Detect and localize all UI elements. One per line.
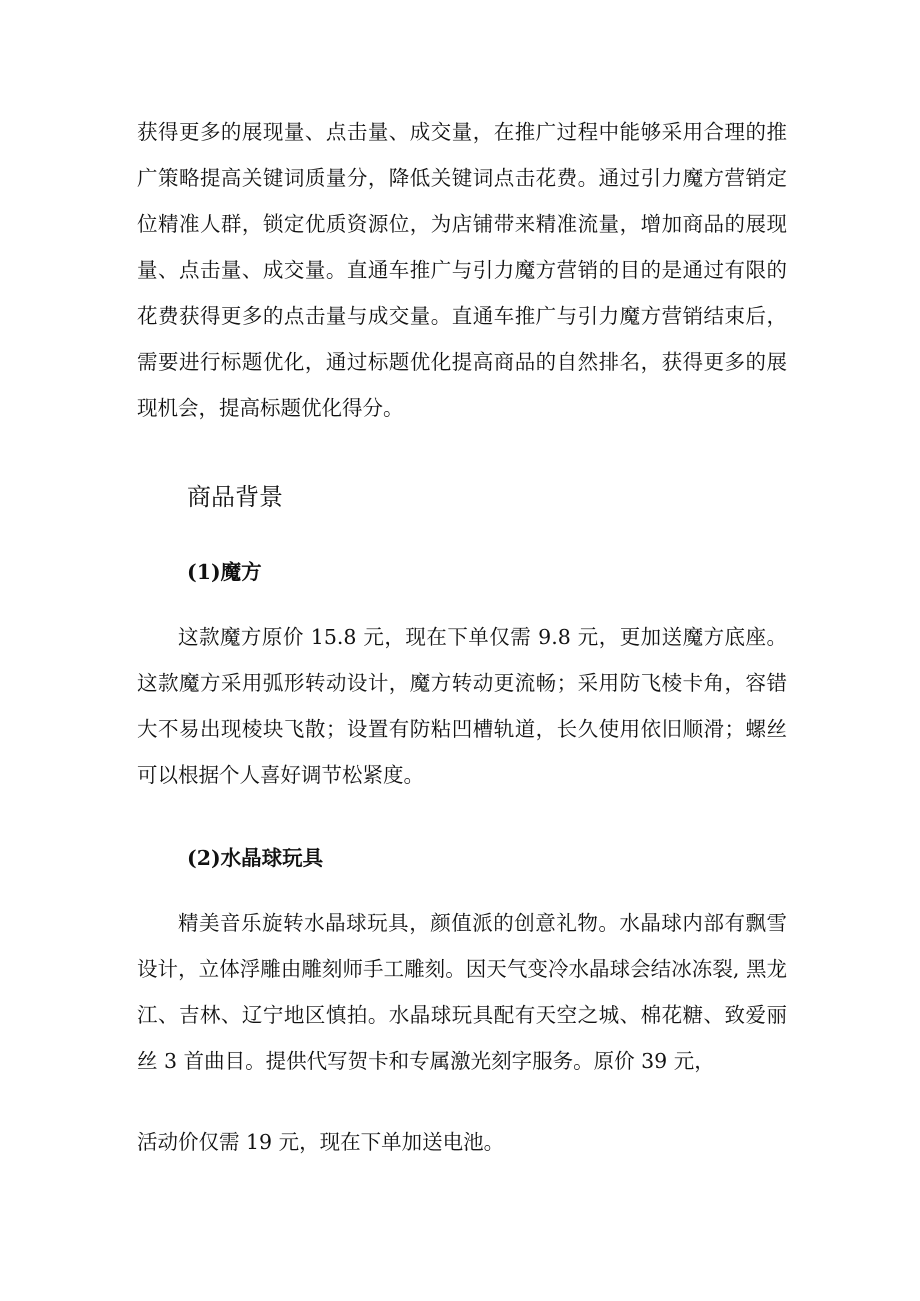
item-paragraph-crystal-ball: 精美音乐旋转水晶球玩具，颜值派的创意礼物。水晶球内部有飘雪设计，立体浮雕由雕刻师手工雕刻。因天气变冷水晶球会结冰冻裂, 黑龙江、吉林、辽宁地区慎拍。水晶球玩具配有天空之城、棉花糖、致爱丽丝 3 首曲目。提供代写贺卡和专属激光刻字服务。原价 39 元，: [137, 911, 787, 1073]
item-paragraph-rubiks-cube: 这款魔方原价 15.8 元，现在下单仅需 9.8 元，更加送魔方底座。这款魔方采用弧形转动设计，魔方转动更流畅；采用防飞棱卡角，容错大不易出现棱块飞散；设置有防粘凹槽轨道，长久使用依旧顺滑；螺丝可以根据个人喜好调节松紧度。: [137, 625, 787, 787]
section-title: 商品背景: [187, 483, 283, 511]
intro-paragraph: 获得更多的展现量、点击量、成交量，在推广过程中能够采用合理的推广策略提高关键词质量分，降低关键词点击花费。通过引力魔方营销定位精准人群，锁定优质资源位，为店铺带来精准流量，增加商品的展现量、点击量、成交量。直通车推广与引力魔方营销的目的是通过有限的花费获得更多的点击量与成交量。直通车推广与引力魔方营销结束后，需要进行标题优化，通过标题优化提高商品的自然排名，获得更多的展现机会，提高标题优化得分。: [137, 120, 787, 420]
item-heading-crystal-ball: (2)水晶球玩具: [187, 846, 324, 870]
item-heading-rubiks-cube: (1)魔方: [187, 560, 262, 584]
item-paragraph-crystal-ball-continuation: 活动价仅需 19 元，现在下单加送电池。: [137, 1130, 505, 1154]
